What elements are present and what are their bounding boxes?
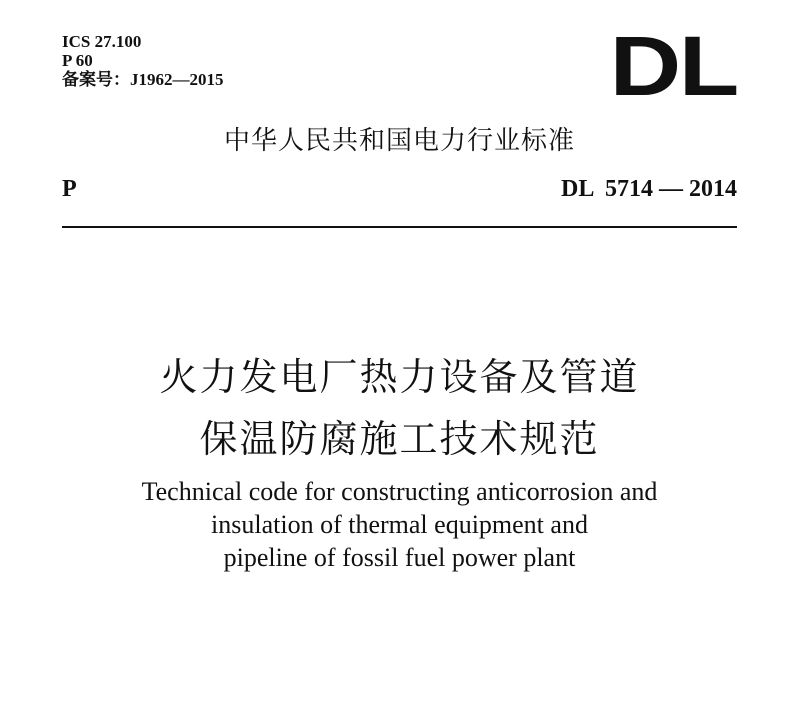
standard-code: DL 5714 — 2014 xyxy=(560,176,737,202)
ics-code: ICS 27.100 xyxy=(62,32,142,51)
english-title-line-3: pipeline of fossil fuel power plant xyxy=(223,543,576,572)
document-meta xyxy=(62,32,224,89)
header-divider xyxy=(62,226,737,228)
chinese-title-line-1: 火力发电厂热力设备及管道 xyxy=(159,355,640,399)
record-number: 备案号：J1962—2015 xyxy=(62,70,224,89)
classification-code: P 60 xyxy=(62,51,93,70)
english-title-line-2: insulation of thermal equipment and xyxy=(211,510,588,539)
chinese-title-line-2: 保温防腐施工技术规范 xyxy=(199,417,600,461)
category-letter: P xyxy=(62,176,77,202)
industry-standard-title: 中华人民共和国电力行业标准 xyxy=(223,126,575,156)
dl-logo: DL xyxy=(609,19,737,113)
english-title-line-1: Technical code for constructing anticorrosion and xyxy=(141,477,658,506)
